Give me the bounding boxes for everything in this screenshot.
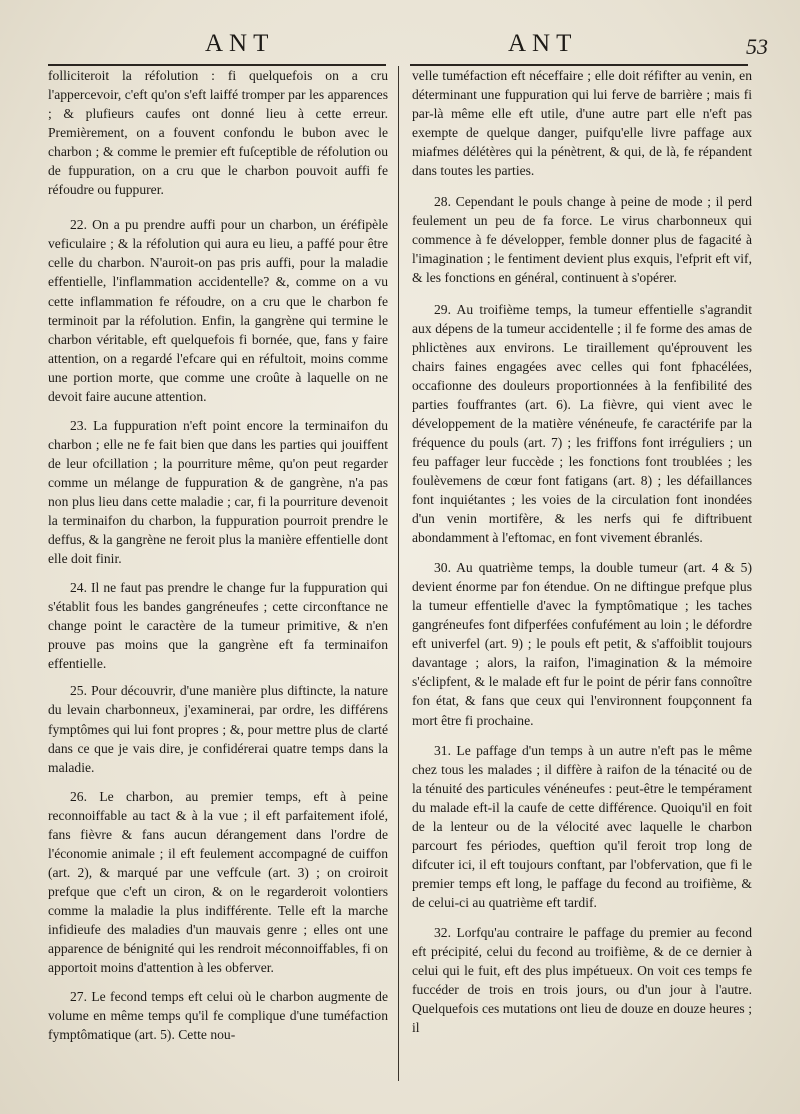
paragraph-22: 22. On a pu prendre auffi pour un charbon, un éréfipèle veficulaire ; & la réfolution qui aura eu lieu, a paffé pour être celle du charbon. N'auroit-on pas pris auffi, pour la maladie effentielle, l'inflammation accidentelle? &, comme on a vu cette inflammation fe réfoudre, on a cru que le charbon fe terminoit par la réfolution. Enfin, la gangrène qui termine le charbon véritable, eft quelquefois fi bornée, que, fans y faire attention, on a regardé l'efcare qui en réfultoit, moins comme une portion morte, que comme une croûte à laquelle on ne devoit faire aucune attention. [48, 217, 388, 404]
paragraph-28: 28. Cependant le pouls change à peine de mode ; il perd feulement un peu de fa force. Le virus charbonneux qui commence à fe développer, femble donner plus de fagacité à l'imagination ; le fentiment devient plus exquis, l'efprit eft vif, & les fonctions en général, continuent à s'opérer. [412, 194, 752, 286]
paragraph-23: 23. La fuppuration n'eft point encore la terminaifon du charbon ; elle ne fe fait bien que dans les parties qui jouiffent de leur ofcillation ; la pourriture même, qu'on peut regarder comme un mélange de fuppuration & de gangrène, n'a pas non plus lieu dans cette maladie ; car, fi la pourriture devenoit la terminaifon du charbon, la fuppuration pourroit prendre le deffus, & la gangrène ne feroit plus la manière effentielle dont elle doit finir. [48, 417, 388, 567]
paragraph-26: 26. Le charbon, au premier temps, eft à peine reconnoiffable au tact & à la vue ; il eft parfaitement ifolé, fans fièvre & fans aucun dérangement dans l'ordre de l'économie animale ; il eft feulement accompagné de cuiffon (art. 2), & marqué par une veffcule (art. 3) ; on croiroit prefque que c'eft un ciron, & on le regarderoit volontiers comme la maladie la plus indifférente. Telle eft la marche infidieufe des maladies d'un mauvais genre ; elles ont une apparence de bénignité qui les rendroit méconnoiffables, fi on apportoit moins d'attention à les obferver. [48, 788, 388, 976]
paragraph-27-continuation: velle tuméfaction eft néceffaire ; elle doit réfifter au venin, en déterminant une fuppuration qui lui ferve de barrière ; mais fi par-là même elle eft utile, d'une autre part elle n'eft pas exempte de quelque danger, puifqu'elle livre paffage aux miafmes délétères qui la pénètrent, & qui, de là, fe répandent dans toutes les parties. [412, 68, 752, 179]
running-title-right: ANT [508, 30, 578, 57]
paragraph-21-continuation: folliciteroit la réfolution : fi quelquefois on a cru l'appercevoir, c'eft qu'on s'eft laiffé tromper par les apparences ; & plufieurs caufes ont donné lieu à cette erreur. Premièrement, on a fouvent confondu le bubon avec le charbon ; & comme le premier eft fuſceptible de réfolution ou de fuppuration, on a cru que le charbon pouvoit auffi fe réfoudre ou fuppurer. [48, 68, 388, 198]
running-title-left: ANT [205, 30, 275, 57]
paragraph-31: 31. Le paffage d'un temps à un autre n'eft pas le même chez tous les malades ; il diffère à raifon de la ténacité ou de la ténuité des particules vénéneufes : peut-être le tempérament du malade eft-il la caufe de cette différence. Quoiqu'il en foit de la lenteur ou de la vélocité avec laquelle le charbon parcourt fes périodes, queftion qu'il feroit trop long de difcuter ici, il eft toujours conftant, par l'obfervation, que fi le premier temps eft long, le paffage du fecond au troifième, & de celui-ci au quatrième eft tardif. [412, 742, 752, 910]
left-column [48, 66, 388, 1044]
paragraph-29: 29. Au troifième temps, la tumeur effentielle s'agrandit aux dépens de la tumeur accidentelle ; il fe forme des amas de phlictènes aux environs. Le tiraillement qu'éprouvent les chairs faines engagées avec celles qui font fphacélées, occafionne des douleurs proportionnées à la fenfibilité des parties fouffrantes (art. 6). La fièvre, qui vient avec le développement de la matière vénéneufe, fe caractérife par la fréquence du pouls (art. 7) ; les friffons font irréguliers ; un feu paffager leur fuccède ; les fonctions font troublées ; les foulèvemens de cœur font fatigans (art. 8) ; les défaillances font inquiétantes ; les voies de la circulation font inondées d'un venin mortifère, & les nerfs qui fe diftribuent abondamment à l'eftomac, en font vivement ébranlés. [412, 301, 752, 546]
paragraph-32-start: 32. Lorfqu'au contraire le paffage du premier au fecond eft précipité, celui du fecond au troifième, & de ce dernier à celui qui le fuit, eft des plus impétueux. On voit ces temps fe fuccéder de trois en trois jours, ou d'un jour à l'autre. Quelquefois ces mutations ont lieu de douze en douze heures ; il [412, 924, 752, 1036]
paragraph-27-start: 27. Le fecond temps eft celui où le charbon augmente de volume en même temps qu'il fe complique d'une tuméfaction fymptômatique (art. 5). Cette nou- [48, 989, 388, 1043]
page-number: 53 [746, 34, 768, 59]
paragraph-25: 25. Pour découvrir, d'une manière plus diftincte, la nature du levain charbonneux, j'examinerai, par ordre, les différens fymptômes qui lui font propres ; &, pour mettre plus de clarté dans ce que je vais dire, je confidérerai quatre temps dans la maladie. [48, 683, 388, 775]
right-column [412, 66, 752, 1037]
column-divider [398, 66, 399, 1081]
paragraph-24: 24. Il ne faut pas prendre le change fur la fuppuration qui s'établit fous les bandes gangréneufes ; cette circonftance ne change point le caractère de la tumeur primitive, & n'en prouve pas moins que la gangrène eft fa terminaifon effentielle. [48, 580, 388, 672]
paragraph-30: 30. Au quatrième temps, la double tumeur (art. 4 & 5) devient énorme par fon étendue. On ne diftingue prefque plus la tumeur effentielle d'avec la fymptômatique ; les taches gangréneufes font difperfées confufément au loin ; le défordre eft univerfel (art. 9) ; le pouls eft petit, & s'affoiblit toujours davantage ; alors, la raifon, l'imagination & la mémoire s'éclipfent, & le malade eft fur le point de périr fans connoître fon état, & fans que ceux qui l'environnent foupçonnent fa mort être fi prochaine. [412, 560, 752, 728]
running-header [0, 30, 800, 64]
